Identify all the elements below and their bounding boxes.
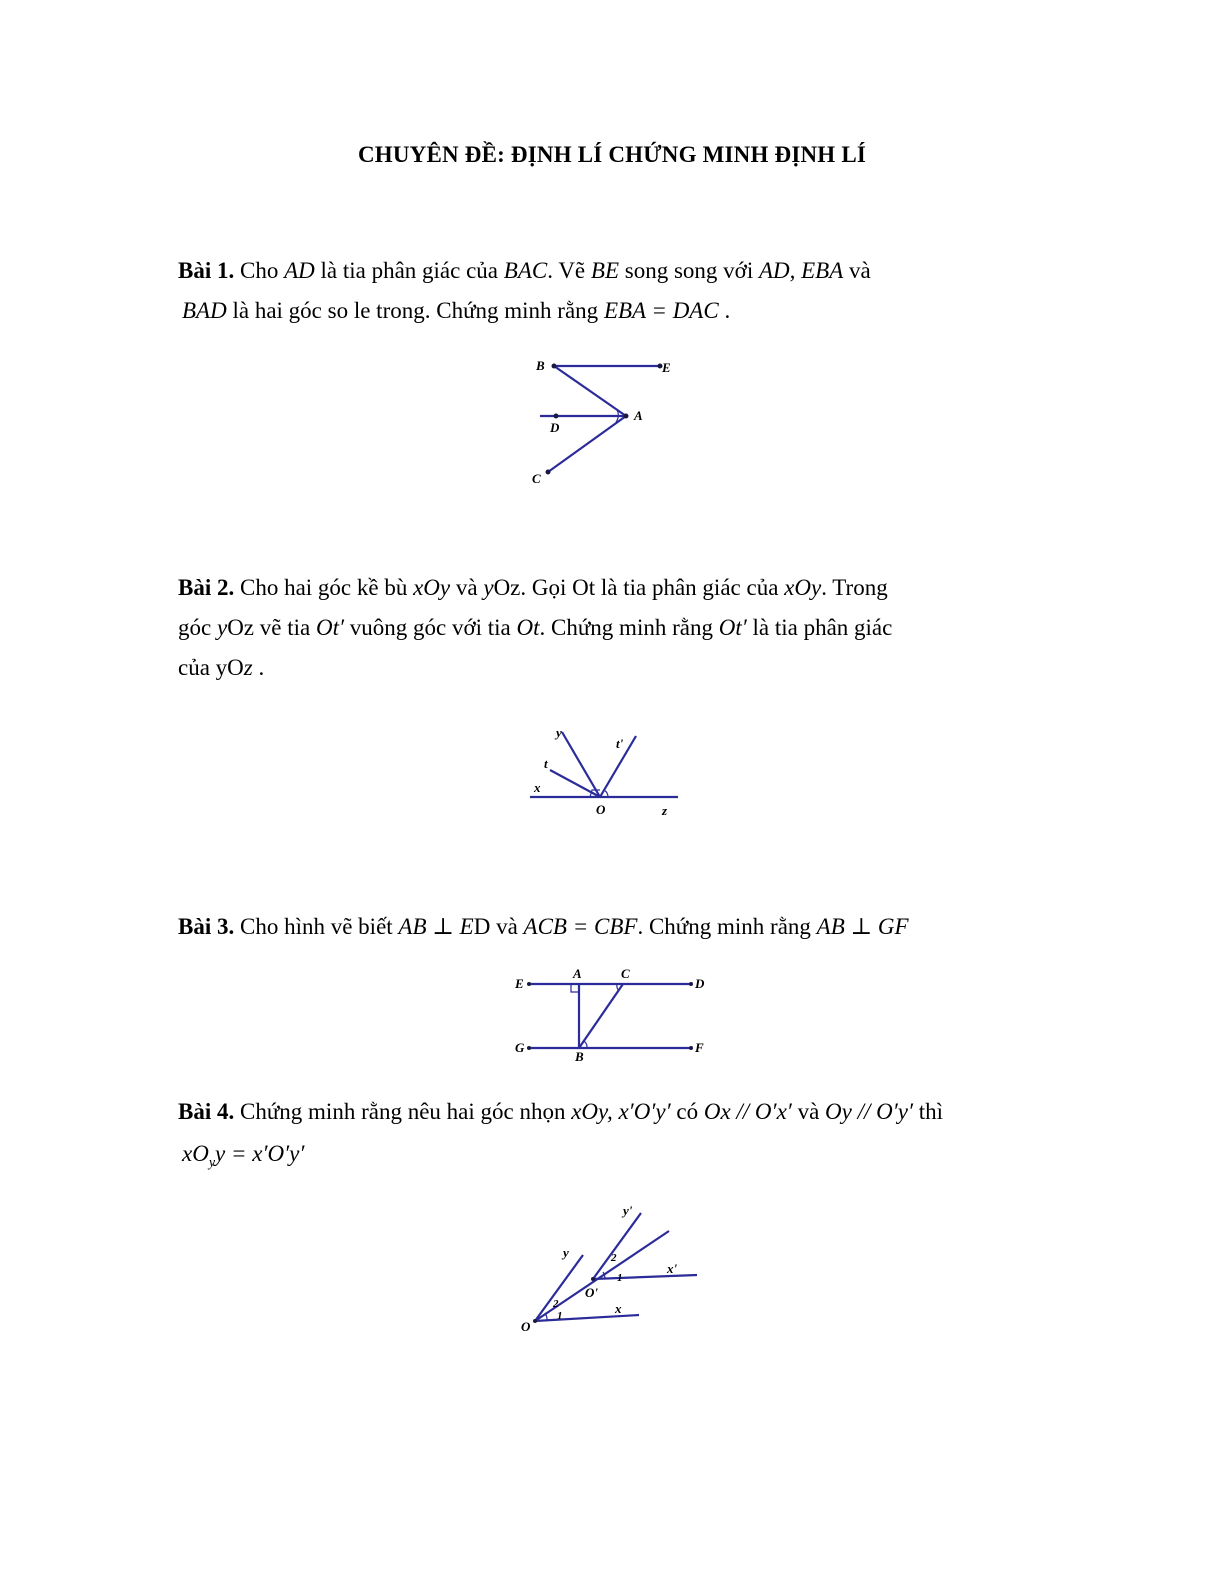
ray-O-prime-x-prime bbox=[593, 1275, 697, 1279]
label-G: G bbox=[515, 1040, 525, 1055]
text: Cho bbox=[234, 258, 285, 283]
bai1-line1 bbox=[178, 251, 1048, 291]
label-x: x bbox=[534, 780, 541, 795]
label-t-prime: t' bbox=[616, 736, 624, 751]
label-B: B bbox=[536, 358, 545, 373]
text: . bbox=[252, 655, 265, 680]
label-2-upper: 2 bbox=[611, 1252, 617, 1264]
math: y bbox=[216, 615, 228, 640]
label-B: B bbox=[575, 1049, 584, 1064]
text: . Gọi Ot là tia phân giác của bbox=[520, 575, 785, 600]
label-1-lower: 1 bbox=[557, 1310, 563, 1322]
point-O-prime bbox=[591, 1277, 595, 1281]
label-A: A bbox=[573, 966, 582, 981]
text: Cho hình vẽ biết bbox=[234, 914, 399, 939]
math: AD, EBA bbox=[758, 258, 844, 283]
math: BAD bbox=[182, 298, 227, 323]
label-D: D bbox=[695, 976, 705, 991]
text: vuông góc với tia bbox=[344, 615, 517, 640]
bai3-figure bbox=[505, 962, 725, 1066]
label-z: z bbox=[662, 803, 668, 818]
math: BE bbox=[590, 258, 619, 283]
label-y-prime: y' bbox=[623, 1203, 633, 1218]
point-A bbox=[624, 414, 629, 419]
text: Oz bbox=[493, 575, 521, 600]
label-1-upper: 1 bbox=[617, 1272, 623, 1284]
bai2-line3 bbox=[178, 648, 1048, 688]
point-O bbox=[533, 1319, 537, 1323]
label-C: C bbox=[532, 471, 541, 486]
text: Oz bbox=[227, 615, 255, 640]
math-subscript: y bbox=[208, 1155, 216, 1171]
math: Ot′ bbox=[718, 615, 747, 640]
math: xO bbox=[182, 1141, 209, 1166]
label-y: y bbox=[556, 725, 562, 740]
text: và bbox=[843, 258, 871, 283]
math: xOy bbox=[784, 575, 822, 600]
math: z bbox=[243, 655, 253, 680]
label-E: E bbox=[515, 976, 524, 991]
math: Ot bbox=[516, 615, 540, 640]
math: AB ⊥ GF bbox=[816, 914, 909, 939]
math: BAC bbox=[503, 258, 548, 283]
label-O-prime: O' bbox=[585, 1285, 598, 1300]
text: có bbox=[670, 1099, 704, 1124]
bai4-line2 bbox=[182, 1134, 1052, 1184]
label-O: O bbox=[596, 802, 606, 817]
text: yO bbox=[215, 655, 244, 680]
text: thì bbox=[913, 1099, 944, 1124]
segment-BC bbox=[579, 984, 623, 1048]
text: . Chứng minh rằng bbox=[637, 914, 817, 939]
page-title: CHUYÊN ĐỀ: ĐỊNH LÍ CHỨNG MINH ĐỊNH LÍ bbox=[357, 142, 867, 167]
point-B bbox=[552, 364, 557, 369]
point-C bbox=[546, 470, 551, 475]
right-angle-mark bbox=[571, 984, 579, 992]
label-y: y bbox=[563, 1245, 569, 1260]
bai2-line1 bbox=[178, 568, 1048, 608]
bai4-label: Bài 4. bbox=[178, 1099, 235, 1124]
label-F: F bbox=[695, 1040, 704, 1055]
label-t: t bbox=[544, 756, 548, 771]
text: . Trong bbox=[821, 575, 888, 600]
segment-BA bbox=[554, 366, 626, 416]
text: song song với bbox=[619, 258, 759, 283]
bai3-line1 bbox=[178, 907, 1048, 947]
point-D bbox=[689, 982, 693, 986]
text: là tia phân giác của bbox=[314, 258, 504, 283]
bai4-figure bbox=[505, 1195, 715, 1345]
text: vẽ tia bbox=[254, 615, 316, 640]
math: xOy, x′O′y′ bbox=[571, 1099, 671, 1124]
bai2-label: Bài 2. bbox=[178, 575, 235, 600]
label-x-prime: x' bbox=[667, 1261, 678, 1276]
text: và bbox=[490, 914, 524, 939]
label-A: A bbox=[634, 408, 643, 423]
text: và bbox=[450, 575, 484, 600]
text: là hai góc so le trong. Chứng minh rằng bbox=[226, 298, 604, 323]
text: . Vẽ bbox=[547, 258, 591, 283]
bai1-figure bbox=[520, 350, 690, 490]
math: EBA = DAC bbox=[603, 298, 719, 323]
math: xOy bbox=[413, 575, 451, 600]
label-x: x bbox=[615, 1301, 622, 1316]
math: AB ⊥ E bbox=[398, 914, 474, 939]
math: Ot′ bbox=[315, 615, 344, 640]
bai1-line2 bbox=[182, 291, 1052, 331]
math: y bbox=[483, 575, 494, 600]
text: Chứng minh rằng nêu hai góc nhọn bbox=[234, 1099, 572, 1124]
text: D bbox=[473, 914, 491, 939]
label-C: C bbox=[621, 966, 630, 981]
math: Oy // O′y′ bbox=[825, 1099, 914, 1124]
ray-Ox bbox=[535, 1315, 639, 1321]
label-2-lower: 2 bbox=[553, 1298, 559, 1310]
bai4-line1 bbox=[178, 1092, 1048, 1132]
math: AD bbox=[284, 258, 315, 283]
text: . Chứng minh rằng bbox=[539, 615, 719, 640]
ray-O-prime-y-prime bbox=[593, 1213, 641, 1279]
text: Cho hai góc kề bù bbox=[234, 575, 414, 600]
math: y = x′O′y′ bbox=[215, 1141, 305, 1166]
bai2-line2 bbox=[178, 608, 1048, 648]
label-D: D bbox=[550, 420, 560, 435]
bai1-label: Bài 1. bbox=[178, 258, 235, 283]
text: là tia phân giác bbox=[746, 615, 893, 640]
point-G bbox=[527, 1046, 531, 1050]
bai2-figure bbox=[520, 722, 690, 822]
math: ACB = CBF bbox=[523, 914, 638, 939]
text: . bbox=[718, 298, 731, 323]
bai3-label: Bài 3. bbox=[178, 914, 235, 939]
label-E: E bbox=[662, 360, 671, 375]
math: Ox // O′x′ bbox=[703, 1099, 792, 1124]
text: của bbox=[178, 655, 216, 680]
text: góc bbox=[178, 615, 217, 640]
point-E bbox=[527, 982, 531, 986]
point-F bbox=[689, 1046, 693, 1050]
text: và bbox=[791, 1099, 826, 1124]
label-O: O bbox=[521, 1319, 531, 1334]
point-D bbox=[554, 414, 559, 419]
segment-AC bbox=[548, 416, 626, 472]
